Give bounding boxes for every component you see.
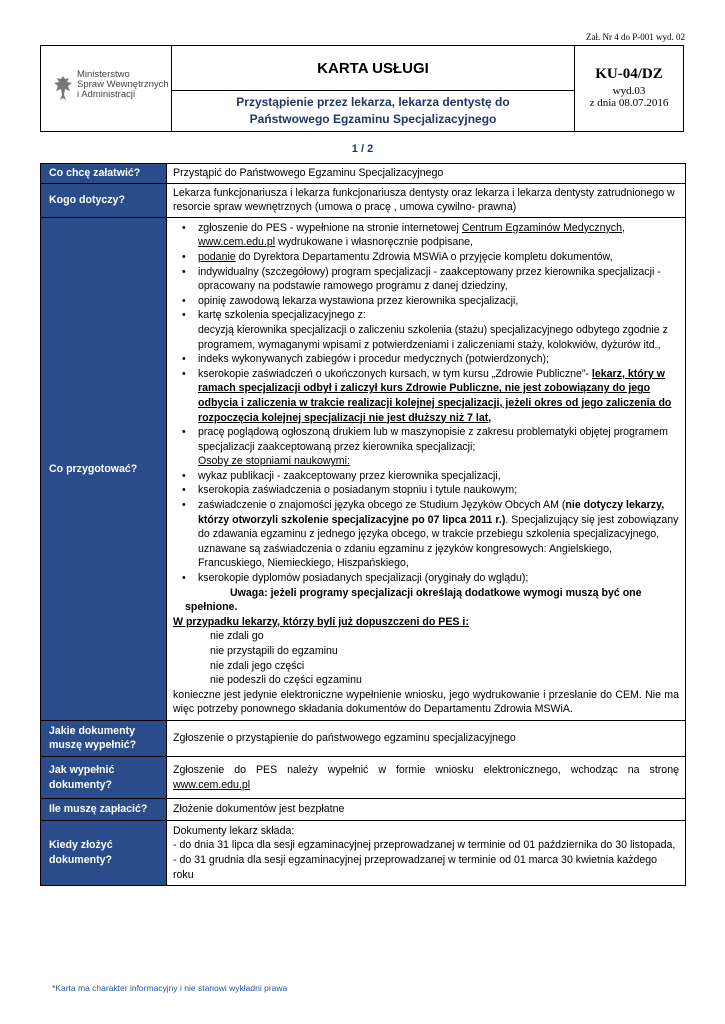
edition: wyd.03 [612,85,646,97]
row-value: Przystąpić do Państwowego Egzaminu Specjalizacyjnego [167,164,686,184]
pes-item: nie zdali go [210,630,264,643]
pes-heading: W przypadku lekarzy, którzy byli już dopuszczeni do PES i: [173,615,469,628]
row-value: Lekarza funkcjonariusza i lekarza funkcjonariusza dentysty oraz lekarza i lekarza dentysty zatrudnionego w resorcie spraw wewnętrznych (umowa o pracę , umowa cywilno- prawna) [167,183,686,217]
row-label: Jak wypełnić dokumenty? [41,756,167,798]
list-item: • kserokopie zaświadczeń o ukończonych kursach, w tym kursu „Zdrowie Publiczne”- lekarz, który w ramach specjalizacji odbył i zaliczył kurs Zdrowie Publiczne, nie jest zobowiązany do jego odbycia i zaliczenia w trakcie realizacji kolejnej specjalizacji, jeżeli okres od jego zaliczenia do rozpoczęcia kolejnej specjalizacji nie jest dłuższy niż 7 lat, [198,367,679,425]
row-value: Dokumenty lekarz składa: - do dnia 31 lipca dla sesji egzaminacyjnej przeprowadzanej w terminie od 01 października do 30 listopada, - do 31 grudnia dla sesji egzaminacyjnej przeprowadzanej w terminie od 01 marca 30 kwietnia każdego roku [167,820,686,885]
list-item: • wykaz publikacji - zaakceptowany przez kierownika specjalizacji, [198,469,679,484]
card-code: KU-04/DZ [595,66,663,82]
list-item: • pracę poglądową ogłoszoną drukiem lub w maszynopisie z zakresu problematyki objętej programem specjalizacji zaakceptowaną przez kierownika specjalizacji; Osoby ze stopniami naukowymi: [198,425,679,469]
list-item: • indywidualny (szczegółowy) program specjalizacji - zaakceptowany przez kierownika specjalizacji - opracowany na podstawie ramowego programu z danej dziedziny, [198,265,679,294]
cem-link[interactable]: Centrum Egzaminów Medycznych [461,221,622,234]
document-reference: Zał. Nr 4 do P-001 wyd. 02 [586,32,685,42]
page-number: 1 / 2 [351,143,374,155]
header-box [40,45,684,132]
row-label: Jakie dokumenty muszę wypełnić? [41,720,167,756]
service-table [40,163,686,886]
table-row [41,720,686,756]
row-label: Ile muszę zapłacić? [41,799,167,821]
ministry-logo [41,46,172,131]
row-value [167,217,686,720]
degree-heading: Osoby ze stopniami naukowymi: [198,455,350,468]
cem-url-link[interactable]: www.cem.edu.pl [198,236,276,249]
table-row [41,799,686,821]
list-item: • kserokopie dyplomów posiadanych specjalizacji (oryginały do wglądu); [198,571,679,586]
row-value: Zgłoszenie o przystąpienie do państwowego egzaminu specjalizacyjnego [167,720,686,756]
row-label: Kiedy złożyć dokumenty? [41,820,167,885]
note: Uwaga: jeżeli programy specjalizacji określają dodatkowe wymogi muszą być one spełnione. [185,586,642,614]
table-row [41,164,686,184]
row-label: Kogo dotyczy? [41,183,167,217]
table-row [41,820,686,885]
row-label: Co przygotować? [41,217,167,720]
list-item: • zgłoszenie do PES - wypełnione na stronie internetowej Centrum Egzaminów Medycznych, www.cem.edu.pl wydrukowane i własnoręcznie podpisane, [198,221,679,250]
list-item: • indeks wykonywanych zabiegów i procedur medycznych (potwierdzonych); [198,352,679,367]
list-item: • opinię zawodową lekarza wystawiona przez kierownika specjalizacji, [198,294,679,309]
edition-date: z dnia 08.07.2016 [589,97,669,109]
eagle-emblem-icon [53,74,73,102]
pes-item: nie przystąpili do egzaminu [210,645,338,657]
table-row [41,217,686,720]
requirements-list [173,221,679,586]
row-value: Złożenie dokumentów jest bezpłatne [167,799,686,821]
row-value: Zgłoszenie do PES należy wypełnić w formie wniosku elektronicznego, wchodząc na stronę www.cem.edu.pl [167,756,686,798]
pes-text: konieczne jest jedynie elektroniczne wypełnienie wniosku, jego wydrukowanie i przesłanie do CEM. Nie ma więc potrzeby ponownego składania dokumentów do Departamentu Zdrowia MSWiA. [173,688,679,716]
ministry-name: Ministerstwo Spraw Wewnętrznych i Administracji [77,69,169,100]
row-label: Co chcę załatwić? [41,164,167,184]
pes-item: nie zdali jego części [210,659,305,672]
list-item: • zaświadczenie o znajomości języka obcego ze Studium Języków Obcych AM (nie dotyczy lekarzy, którzy otworzyli szkolenie specjalizacyjne po 07 lipca 2011 r.). Specjalizujący się jest zobowiązany do zdawania egzaminu z jednego języka obcego, w trakcie przebiegu szkolenia specjalizacyjnego, uznawane są zaświadczenia o zdaniu egzaminu z języków kongresowych: Angielskiego, Francuskiego, Niemieckiego, Hiszpańskiego, [198,498,679,571]
card-title: KARTA USŁUGI [172,46,574,91]
table-row [41,183,686,217]
card-subtitle: Przystąpienie przez lekarza, lekarza dentystę do Państwowego Egzaminu Specjalizacyjnego [236,95,510,126]
list-item: • podanie do Dyrektora Departamentu Zdrowia MSWiA o przyjęcie kompletu dokumentów, [198,250,679,265]
list-item: • kserokopia zaświadczenia o posiadanym stopniu i tytule naukowym; [198,483,679,498]
application-link[interactable]: podanie [198,250,236,263]
pes-item: nie podeszli do części egzaminu [210,674,362,687]
table-row [41,756,686,798]
footer-note: *Karta ma charakter informacyjny i nie stanowi wykładni prawa [52,983,288,993]
cem-url-link[interactable]: www.cem.edu.pl [173,778,251,791]
list-item: • kartę szkolenia specjalizacyjnego z: decyzją kierownika specjalizacji o zaliczeniu szkolenia (stażu) specjalizacyjnego odbytego zgodnie z programem, wymaganymi wpisami z potwierdzeniami i zaliczeniami staży, kolokwiów, dyżurów itd., [198,308,679,352]
